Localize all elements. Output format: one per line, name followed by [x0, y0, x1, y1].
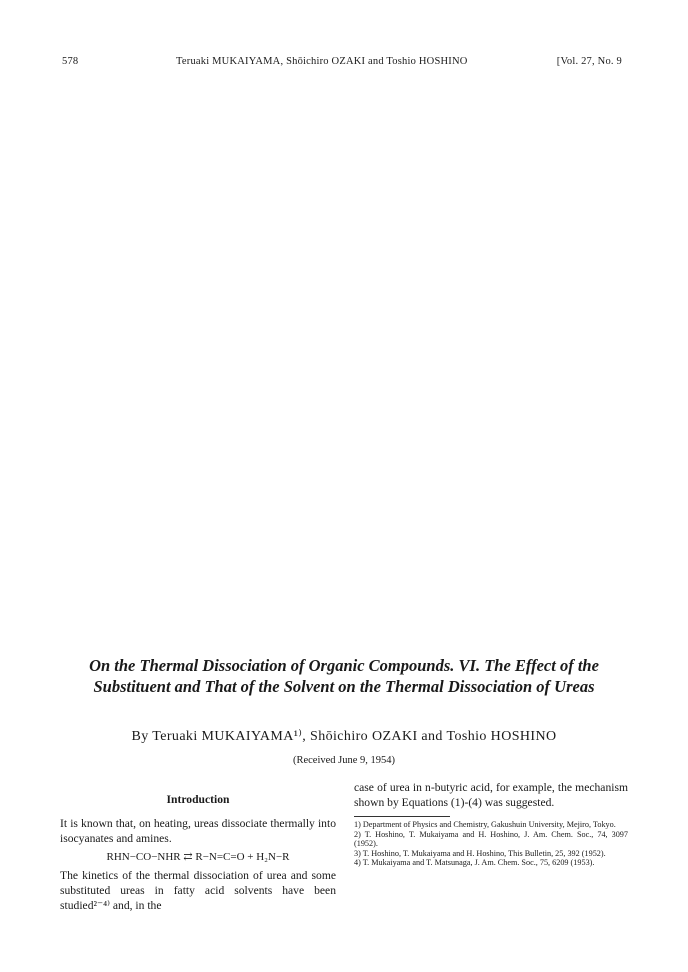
left-column	[60, 790, 336, 913]
header-volume: [Vol. 27, No. 9	[556, 56, 622, 67]
intro-paragraph-1: It is known that, on heating, ureas dissociate thermally into isocyanates and amines.	[60, 817, 336, 845]
received-date: (Received June 9, 1954)	[292, 755, 396, 766]
right-paragraph: case of urea in n-butyric acid, for example, the mechanism shown by Equations (1)-(4) was suggested.	[354, 781, 628, 809]
right-column	[354, 780, 628, 868]
header-authors: Teruaki MUKAIYAMA, Shōichiro OZAKI and Toshio HOSHINO	[176, 56, 468, 67]
section-heading-introduction: Introduction	[166, 793, 230, 806]
footnote-divider	[354, 816, 450, 817]
footnote-1: 1) Department of Physics and Chemistry, Gakushuin University, Mejiro, Tokyo.	[354, 820, 616, 829]
footnote-3: 3) T. Hoshino, T. Mukaiyama and H. Hoshino, This Bulletin, 25, 392 (1952).	[354, 848, 606, 858]
footnote-4: 4) T. Mukaiyama and T. Matsunaga, J. Am. Chem. Soc., 75, 6209 (1953).	[354, 858, 595, 868]
author-byline: By Teruaki MUKAIYAMA¹⁾, Shōichiro OZAKI and Toshio HOSHINO	[131, 729, 557, 744]
dissociation-equation: RHN−CO−NHR ⇄ R−N=C=O + H₂N−R	[106, 851, 290, 863]
footnote-2: 2) T. Hoshino, T. Mukaiyama and H. Hoshino, J. Am. Chem. Soc., 74, 3097 (1952).	[354, 829, 628, 849]
intro-paragraph-2: The kinetics of the thermal dissociation of urea and some substituted ureas in fatty acid solvents have been studied²⁻⁴⁾ and, in the	[60, 869, 336, 912]
page-number: 578	[62, 56, 79, 67]
paper-title: On the Thermal Dissociation of Organic Compounds. VI. The Effect of the Substituent and That of the Solvent on the Thermal Dissociation of Ureas	[89, 656, 599, 696]
